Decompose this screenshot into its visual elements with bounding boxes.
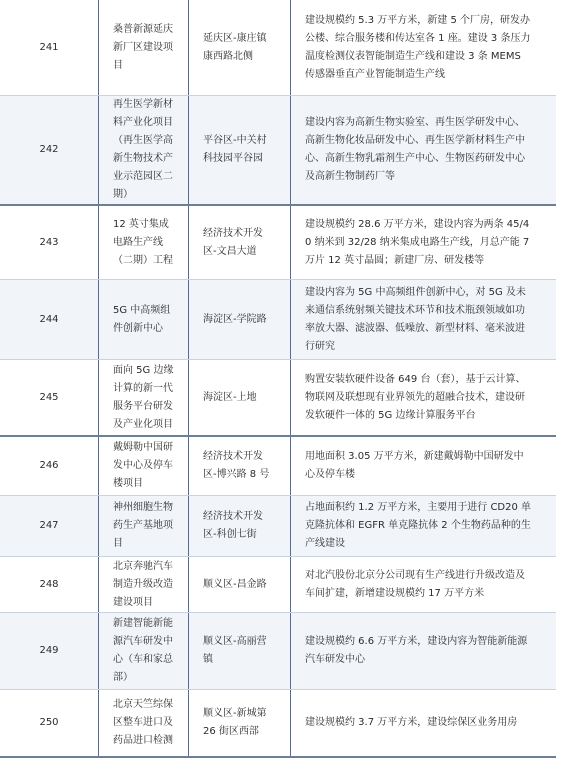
project-description: 建设规模约 28.6 万平方米，建设内容为两条 45/4 0 纳米到 32/28 纳米集成电路生产线，月总产能 7 万片 12 英寸晶圆；新建厂房、研发楼等 (290, 206, 556, 279)
project-name: 戴姆勒中国研 发中心及停车 楼项目 (98, 437, 188, 495)
project-name: 再生医学新材 料产业化项目 （再生医学高 新生物技术产 业示范园区二 期） (98, 96, 188, 204)
table-row (0, 0, 556, 96)
project-location: 经济技术开发 区-文昌大道 (188, 206, 290, 279)
project-description: 建设规模约 6.6 万平方米，建设内容为智能新能源 汽车研发中心 (290, 613, 556, 689)
row-number: 244 (39, 313, 59, 325)
project-description: 用地面积 3.05 万平方米，新建戴姆勒中国研发中 心及停车楼 (290, 437, 556, 495)
row-number: 250 (39, 717, 59, 728)
project-name: 面向 5G 边缘 计算的新一代 服务平台研发 及产业化项目 (98, 360, 188, 435)
table-row (0, 360, 556, 437)
project-location: 延庆区-康庄镇 康西路北侧 (188, 0, 290, 95)
project-name: 12 英寸集成 电路生产线 （二期）工程 (98, 206, 188, 279)
project-name: 5G 中高频组 件创新中心 (98, 280, 188, 359)
table-row (0, 690, 556, 758)
project-location: 顺义区-昌金路 (188, 557, 290, 612)
table-row (0, 96, 556, 206)
project-name: 新建智能新能 源汽车研发中 心（车和家总 部） (98, 613, 188, 689)
project-description: 购置安装软硬件设备 649 台（套），基于云计算、 物联网及联想现有业界领先的超融合技术，建设研 发软硬件一体的 5G 边缘计算服务平台 (290, 360, 556, 435)
project-location: 经济技术开发 区-博兴路 8 号 (188, 437, 290, 495)
project-name: 北京奔驰汽车 制造升级改造 建设项目 (98, 557, 188, 612)
row-number: 248 (39, 578, 59, 590)
project-name: 桑普新源延庆 新厂区建设项 目 (98, 0, 188, 95)
row-number: 246 (39, 460, 59, 471)
project-description: 建设内容为 5G 中高频组件创新中心，对 5G 及未 来通信系统射频关键技术环节和技术瓶颈领域如功 率放大器、滤波器、低噪放、新型材料、毫米波进 行研究 (290, 280, 556, 359)
row-number: 243 (39, 236, 59, 248)
project-location: 顺义区-高丽营 镇 (188, 613, 290, 689)
project-location: 顺义区-新城第 26 街区西部 (188, 690, 290, 756)
table-row (0, 496, 556, 557)
project-description: 占地面积约 1.2 万平方米，主要用于进行 CD20 单 克隆抗体和 EGFR 单克隆抗体 2 个生物药品种的生 产线建设 (290, 496, 556, 556)
project-name: 神州细胞生物 药生产基地项 目 (98, 496, 188, 556)
project-name: 北京天竺综保 区整车进口及 药品进口检测 (98, 690, 188, 756)
row-number: 241 (39, 41, 59, 53)
row-number: 247 (39, 520, 59, 531)
table-row (0, 437, 556, 496)
project-description: 对北汽股份北京分公司现有生产线进行升级改造及 车间扩建，新增建设规模约 17 万平方米 (290, 557, 556, 612)
project-location: 海淀区-上地 (188, 360, 290, 435)
project-description: 建设内容为高新生物实验室、再生医学研发中心、 高新生物化妆品研发中心、再生医学新材料生产中 心、高新生物乳霜剂生产中心、生物医药研发中心 及高新生物制药厂等 (290, 96, 556, 204)
table-row (0, 613, 556, 690)
project-location: 经济技术开发 区-科创七街 (188, 496, 290, 556)
row-number: 249 (39, 645, 59, 656)
project-description: 建设规模约 5.3 万平方米，新建 5 个厂房，研发办 公楼、综合服务楼和传达室各 1 座。建设 3 条压力 温度检测仪表智能制造生产线和建设 3 条 MEMS 传感器垂直产业智能制造生产线 (290, 0, 556, 95)
project-description: 建设规模约 3.7 万平方米，建设综保区业务用房 (290, 690, 556, 756)
project-location: 平谷区-中关村 科技园平谷园 (188, 96, 290, 204)
table-row (0, 280, 556, 360)
row-number: 242 (39, 144, 59, 155)
table-row (0, 557, 556, 613)
table-row (0, 206, 556, 280)
row-number: 245 (39, 391, 59, 403)
project-location: 海淀区-学院路 (188, 280, 290, 359)
